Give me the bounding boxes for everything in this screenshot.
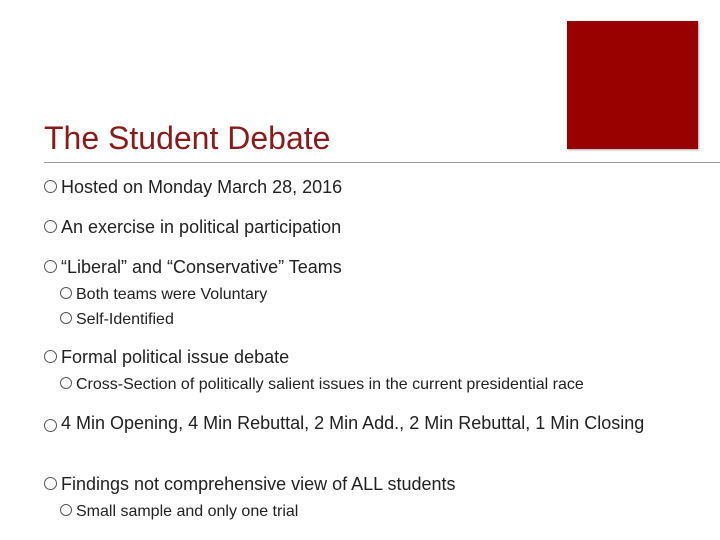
bullet-text: An exercise in political participation xyxy=(61,217,342,237)
sub-bullet-text: Both teams were Voluntary xyxy=(76,286,268,303)
sub-bullet-item xyxy=(60,310,700,329)
bullet-text: “Liberal” and “Conservative” Teams xyxy=(61,257,342,277)
hollow-circle-bullet-icon xyxy=(60,377,72,389)
hollow-circle-bullet-icon xyxy=(60,287,72,299)
bullet-item xyxy=(44,177,684,198)
hollow-circle-bullet-icon xyxy=(60,504,72,516)
bullet-text: Hosted on Monday March 28, 2016 xyxy=(61,177,343,197)
bullet-text: 4 Min Opening, 4 Min Rebuttal, 2 Min Add., 2 Min Rebuttal, 1 Min Closing xyxy=(61,413,645,433)
bullet-item xyxy=(44,474,684,495)
sub-bullet-item xyxy=(60,502,700,521)
accent-box xyxy=(567,21,698,149)
slide-title: The Student Debate xyxy=(44,120,331,156)
bullet-text: Findings not comprehensive view of ALL students xyxy=(61,474,456,494)
title-divider xyxy=(44,162,720,163)
sub-bullet-text: Self-Identified xyxy=(76,311,174,328)
bullet-item xyxy=(44,347,684,368)
hollow-circle-bullet-icon xyxy=(60,312,72,324)
bullet-item xyxy=(44,257,684,278)
hollow-circle-bullet-icon xyxy=(44,350,57,363)
sub-bullet-text: Small sample and only one trial xyxy=(76,503,299,520)
sub-bullet-text: Cross-Section of politically salient issues in the current presidential race xyxy=(76,376,584,393)
hollow-circle-bullet-icon xyxy=(44,477,57,490)
hollow-circle-bullet-icon xyxy=(44,180,57,193)
bullet-text: Formal political issue debate xyxy=(61,347,290,367)
bullet-item xyxy=(44,413,684,434)
hollow-circle-bullet-icon xyxy=(44,220,57,233)
bullet-item xyxy=(44,217,684,238)
hollow-circle-bullet-icon xyxy=(44,419,57,432)
hollow-circle-bullet-icon xyxy=(44,260,57,273)
sub-bullet-item xyxy=(60,375,700,394)
sub-bullet-item xyxy=(60,285,700,304)
